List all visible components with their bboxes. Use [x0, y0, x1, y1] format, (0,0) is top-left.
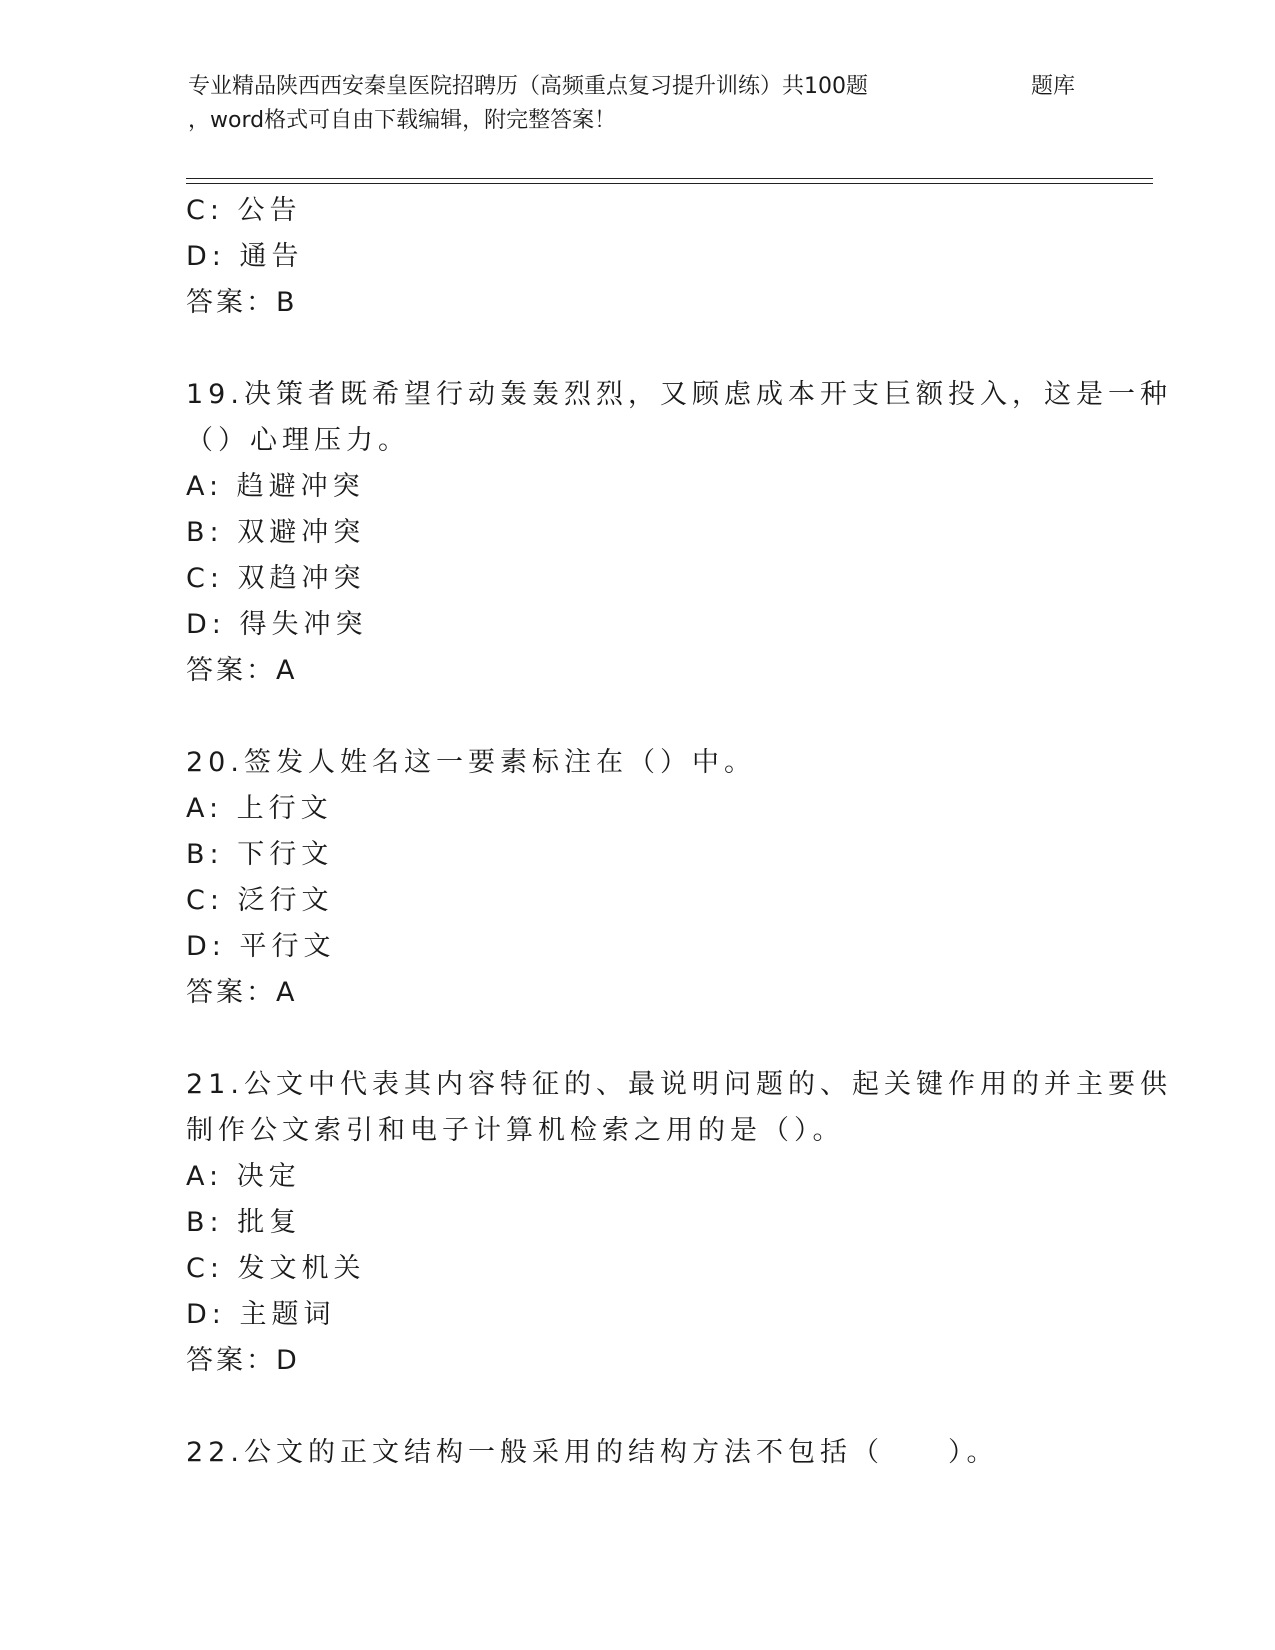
answer-line: 答案：A: [186, 977, 298, 1008]
spacer: [186, 326, 1086, 372]
option-line: D: 主题词: [186, 1299, 336, 1330]
option-line: C: 发文机关: [186, 1253, 366, 1284]
question-text: 19.决策者既希望行动轰轰烈烈，又顾虑成本开支巨额投入，这是一种: [186, 379, 1172, 410]
page-header: [188, 70, 1148, 138]
question-text: 20.签发人姓名这一要素标注在（）中。: [186, 747, 756, 778]
question-text: 制作公文索引和电子计算机检索之用的是（）。: [186, 1115, 845, 1146]
question-text: 22.公文的正文结构一般采用的结构方法不包括（ ）。: [186, 1437, 999, 1468]
header-rule-bottom: [186, 183, 1153, 184]
answer-line: 答案：B: [186, 287, 298, 318]
option-line: B: 双避冲突: [186, 517, 366, 548]
header-line-1: [188, 70, 1148, 104]
question-text: 21.公文中代表其内容特征的、最说明问题的、起关键作用的并主要供: [186, 1069, 1172, 1100]
option-line: D: 得失冲突: [186, 609, 368, 640]
question-list: [186, 188, 1172, 1476]
option-line: B: 下行文: [186, 839, 334, 870]
header-rule-top: [186, 178, 1153, 179]
spacer: [186, 694, 1086, 740]
header-title: 专业精品陕西西安秦皇医院招聘历（高频重点复习提升训练）共100题: [188, 74, 868, 99]
answer-line: 答案：A: [186, 655, 298, 686]
option-line: A: 决定: [186, 1161, 301, 1192]
option-line: D: 通告: [186, 241, 304, 272]
option-line: D: 平行文: [186, 931, 336, 962]
option-line: A: 趋避冲突: [186, 471, 365, 502]
answer-line: 答案：D: [186, 1345, 300, 1376]
header-tag: 题库: [1031, 74, 1076, 99]
question-text: （）心理压力。: [186, 425, 410, 456]
spacer: [186, 1384, 1086, 1430]
option-line: A: 上行文: [186, 793, 333, 824]
spacer: [186, 1016, 1086, 1062]
option-line: B: 批复: [186, 1207, 302, 1238]
option-line: C: 泛行文: [186, 885, 334, 916]
option-line: C: 公告: [186, 195, 302, 226]
header-subtitle: ，word格式可自由下载编辑，附完整答案！: [188, 108, 617, 133]
option-line: C: 双趋冲突: [186, 563, 366, 594]
